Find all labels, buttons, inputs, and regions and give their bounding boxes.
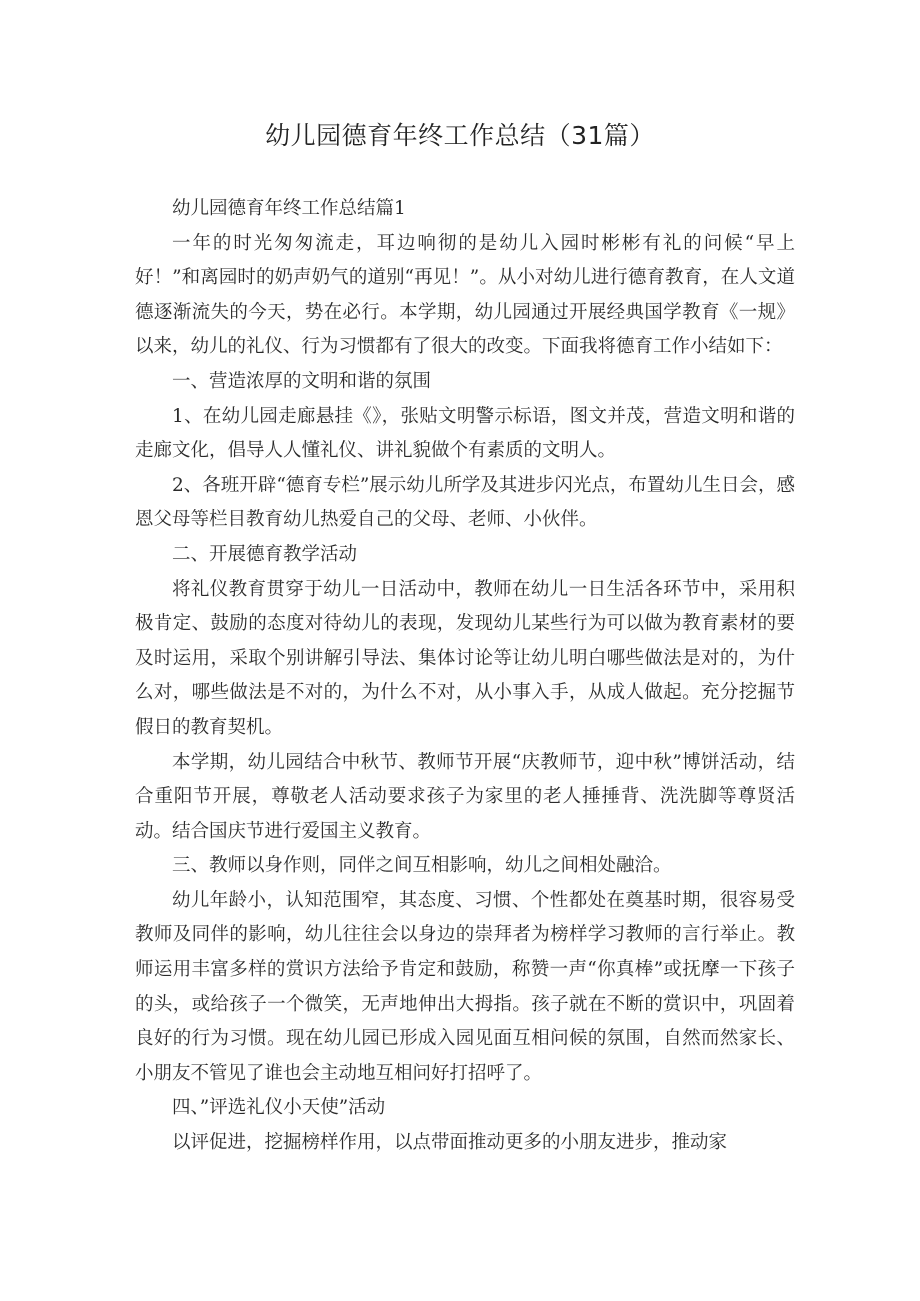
paragraph: 本学期，幼儿园结合中秋节、教师节开展“庆教师节，迎中秋”博饼活动，结合重阳节开展，尊敬老人活动要求孩子为家里的老人捶捶背、洗洗脚等尊贤活动。结合国庆节进行爱国主义教育。 [135, 751, 795, 842]
paragraph: 1、在幼儿园走廊悬挂《》，张贴文明警示标语，图文并茂，营造文明和谐的走廊文化，倡导人人懂礼仪、讲礼貌做个有素质的文明人。 [135, 405, 795, 462]
paragraph: 幼儿年龄小，认知范围窄，其态度、习惯、个性都处在奠基时期，很容易受教师及同伴的影响，幼儿往往会以身边的崇拜者为榜样学习教师的言行举止。教师运用丰富多样的赏识方法给予肯定和鼓励，称赞一声“你真棒”或抚摩一下孩子的头，或给孩子一个微笑，无声地伸出大拇指。孩子就在不断的赏识中，巩固着良好的行为习惯。现在幼儿园已形成入园见面互相问候的氛围，自然而然家长、小朋友不管见了谁也会主动地互相问好打招呼了。 [135, 889, 795, 1084]
paragraph: 一年的时光匆匆流走，耳边响彻的是幼儿入园时彬彬有礼的问候“早上好！”和离园时的奶声奶气的道别“再见！”。从小对幼儿进行德育教育，在人文道德逐渐流失的今天，势在必行。本学期，幼儿园通过开展经典国学教育《一规》以来，幼儿的礼仪、行为习惯都有了很大的改变。下面我将德育工作小结如下： [135, 232, 795, 358]
paragraph: 2、各班开辟“德育专栏”展示幼儿所学及其进步闪光点，布置幼儿生日会，感恩父母等栏目教育幼儿热爱自己的父母、老师、小伙伴。 [135, 474, 795, 531]
section-heading: 三、教师以身作则，同伴之间互相影响，幼儿之间相处融洽。 [172, 855, 672, 877]
document-body [135, 192, 795, 1161]
paragraph: 以评促进，挖掘榜样作用，以点带面推动更多的小朋友进步，推动家 [172, 1132, 728, 1154]
section-heading: 四、”评选礼仪小天使”活动 [172, 1097, 386, 1119]
paragraph: 将礼仪教育贯穿于幼儿一日活动中，教师在幼儿一日生活各环节中，采用积极肯定、鼓励的态度对待幼儿的表现，发现幼儿某些行为可以做为教育素材的要及时运用，采取个别讲解引导法、集体讨论等让幼儿明白哪些做法是对的，为什么对，哪些做法是不对的，为什么不对，从小事入手，从成人做起。充分挖掘节假日的教育契机。 [135, 578, 795, 738]
section-heading: 二、开展德育教学活动 [172, 543, 358, 565]
section-heading: 幼儿园德育年终工作总结篇1 [172, 198, 406, 219]
section-heading: 一、营造浓厚的文明和谐的氛围 [172, 370, 432, 392]
document-title: 幼儿园德育年终工作总结（31篇） [265, 121, 655, 150]
